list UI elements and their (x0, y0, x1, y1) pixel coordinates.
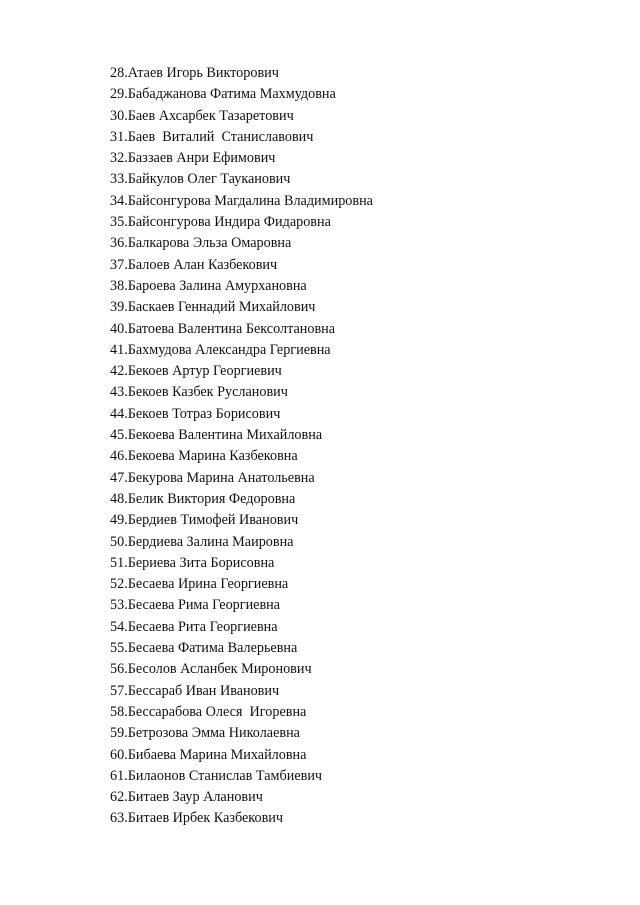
list-item: 57.Бессараб Иван Иванович (110, 682, 280, 699)
name-list (110, 63, 373, 830)
list-item: 54.Бесаева Рита Георгиевна (110, 618, 278, 635)
list-item: 33.Байкулов Олег Тауканович (110, 171, 291, 188)
list-item: 38.Бароева Залина Амурхановна (110, 277, 307, 294)
list-item: 43.Бекоев Казбек Русланович (110, 384, 288, 401)
list-item: 39.Баскаев Геннадий Михайлович (110, 299, 316, 316)
list-item: 36.Балкарова Эльза Омаровна (110, 235, 292, 252)
list-item: 47.Бекурова Марина Анатольевна (110, 469, 315, 486)
list-item: 42.Бекоев Артур Георгиевич (110, 363, 282, 380)
list-item: 31.Баев Виталий Станиславович (110, 128, 314, 145)
list-item: 34.Байсонгурова Магдалина Владимировна (110, 192, 373, 209)
list-item: 60.Бибаева Марина Михайловна (110, 746, 307, 763)
list-item: 58.Бессарабова Олеся Игоревна (110, 703, 307, 720)
list-item: 48.Белик Виктория Федоровна (110, 490, 296, 507)
list-item: 40.Батоева Валентина Бексолтановна (110, 320, 336, 337)
list-item: 59.Бетрозова Эмма Николаевна (110, 725, 300, 742)
list-item: 55.Бесаева Фатима Валерьевна (110, 640, 298, 657)
list-item: 61.Билаонов Станислав Тамбиевич (110, 767, 323, 784)
list-item: 29.Бабаджанова Фатима Махмудовна (110, 86, 336, 103)
list-item: 28.Атаев Игорь Викторович (110, 65, 279, 81)
list-item: 56.Бесолов Асланбек Миронович (110, 661, 312, 678)
list-item: 45.Бекоева Валентина Михайловна (110, 427, 323, 444)
list-item: 32.Баззаев Анри Ефимович (110, 150, 276, 167)
list-item: 62.Битаев Заур Аланович (110, 789, 263, 806)
list-item: 30.Баев Ахсарбек Тазаретович (110, 107, 294, 124)
list-item: 63.Битаев Ирбек Казбекович (110, 810, 283, 827)
list-item: 49.Бердиев Тимофей Иванович (110, 512, 299, 529)
list-item: 41.Бахмудова Александра Гергиевна (110, 341, 331, 358)
list-item: 50.Бердиева Залина Маировна (110, 533, 294, 550)
list-item: 44.Бекоев Тотраз Борисович (110, 405, 281, 422)
list-item: 51.Бериева Зита Борисовна (110, 554, 275, 571)
list-item: 35.Байсонгурова Индира Фидаровна (110, 214, 331, 231)
list-item: 46.Бекоева Марина Казбековна (110, 448, 298, 465)
list-item: 52.Бесаева Ирина Георгиевна (110, 576, 289, 593)
list-item: 53.Бесаева Рима Георгиевна (110, 597, 281, 614)
list-item: 37.Балоев Алан Казбекович (110, 256, 278, 273)
